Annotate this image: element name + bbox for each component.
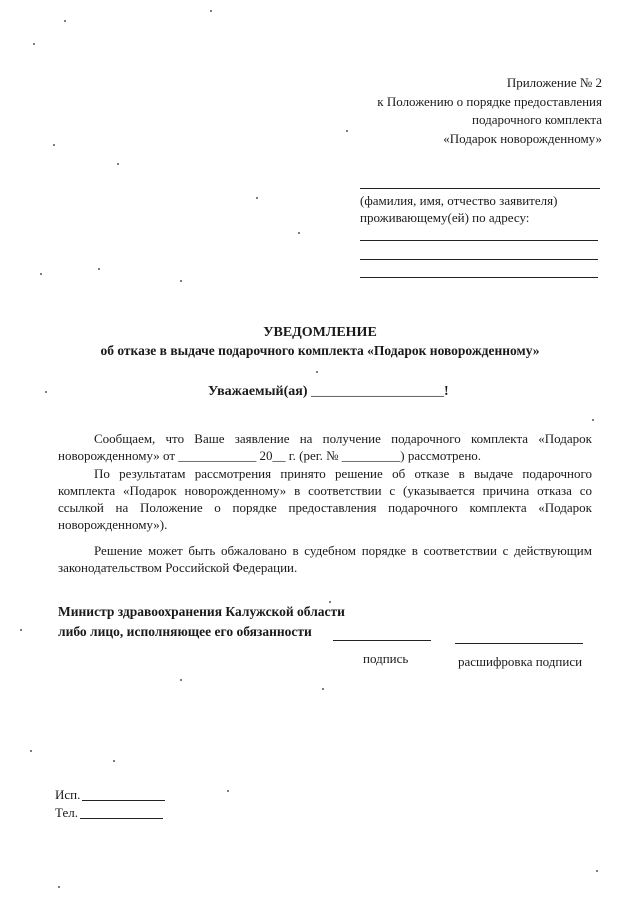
appendix-line-4: «Подарок новорожденному» xyxy=(443,130,602,146)
scan-speck xyxy=(117,163,119,165)
appendix-line-2: к Положению о порядке предоставления xyxy=(377,93,602,109)
phone-line xyxy=(80,818,163,819)
address-line-2 xyxy=(360,259,598,260)
paragraph-2-line-3: ссылкой на Положение о порядке предоставления подарочного комплекта «Подарок xyxy=(58,500,592,515)
scan-speck xyxy=(227,790,229,792)
paragraph-2-line-1: По результатам рассмотрения принято решение об отказе в выдаче подарочного xyxy=(94,466,592,481)
addressee-address-caption: проживающему(ей) по адресу: xyxy=(360,210,530,225)
greeting-text: Уважаемый(ая) xyxy=(208,384,308,399)
scan-speck xyxy=(298,232,300,234)
scan-speck xyxy=(113,760,115,762)
greeting-blank: ___________________ xyxy=(310,384,444,399)
paragraph-1-line-2: новорожденному» от ____________ 20__ г. (рег. № _________) рассмотрено. xyxy=(58,448,482,463)
executor-line xyxy=(82,800,165,801)
address-line-1 xyxy=(360,240,598,241)
scan-speck xyxy=(210,10,212,12)
signature-line xyxy=(333,640,431,641)
addressee-name-line xyxy=(360,188,600,189)
scan-speck xyxy=(53,144,55,146)
phone-label: Тел. xyxy=(55,805,78,820)
scan-speck xyxy=(346,130,348,132)
scan-speck xyxy=(40,273,42,275)
signatory-position-line-1: Министр здравоохранения Калужской области xyxy=(58,604,345,619)
scan-speck xyxy=(256,197,258,199)
executor-label: Исп. xyxy=(55,787,81,802)
appendix-line-3: подарочного комплекта xyxy=(472,112,602,127)
paragraph-1-line-1: Сообщаем, что Ваше заявление на получение подарочного комплекта «Подарок xyxy=(94,431,592,446)
scan-speck xyxy=(45,391,47,393)
scan-speck xyxy=(316,371,318,373)
scan-speck xyxy=(64,20,66,22)
addressee-name-caption: (фамилия, имя, отчество заявителя) xyxy=(360,193,558,208)
appendix-line-1: Приложение № 2 xyxy=(506,75,602,90)
greeting xyxy=(208,384,449,400)
scan-speck xyxy=(20,629,22,631)
greeting-mark: ! xyxy=(443,384,449,399)
scan-speck xyxy=(180,679,182,681)
document-title: УВЕДОМЛЕНИЕ xyxy=(263,325,377,340)
scan-speck xyxy=(33,43,35,45)
appendix-block xyxy=(377,74,602,148)
signature-decode-line xyxy=(455,643,583,644)
paragraph-3-line-2: законодательством Российской Федерации. xyxy=(58,560,298,575)
paragraph-3-line-1: Решение может быть обжаловано в судебном порядке в соответствии с действующим xyxy=(94,543,592,558)
signature-decode-caption: расшифровка подписи xyxy=(458,654,583,669)
scan-speck xyxy=(322,688,324,690)
paragraph-2-line-4: новорожденному»). xyxy=(58,517,168,532)
scan-speck xyxy=(596,870,598,872)
signature-caption: подпись xyxy=(363,651,409,666)
signatory-position-line-2: либо лицо, исполняющее его обязанности xyxy=(58,624,312,639)
scan-speck xyxy=(30,750,32,752)
scan-speck xyxy=(592,419,594,421)
address-line-3 xyxy=(360,277,598,278)
scan-speck xyxy=(58,886,60,888)
scan-speck xyxy=(329,601,331,603)
scan-speck xyxy=(98,268,100,270)
document-subtitle: об отказе в выдаче подарочного комплекта «Подарок новорожденному» xyxy=(100,343,540,358)
paragraph-2-line-2: комплекта «Подарок новорожденному» в соответствии с (указывается причина отказа со xyxy=(58,483,592,498)
scan-speck xyxy=(180,280,182,282)
